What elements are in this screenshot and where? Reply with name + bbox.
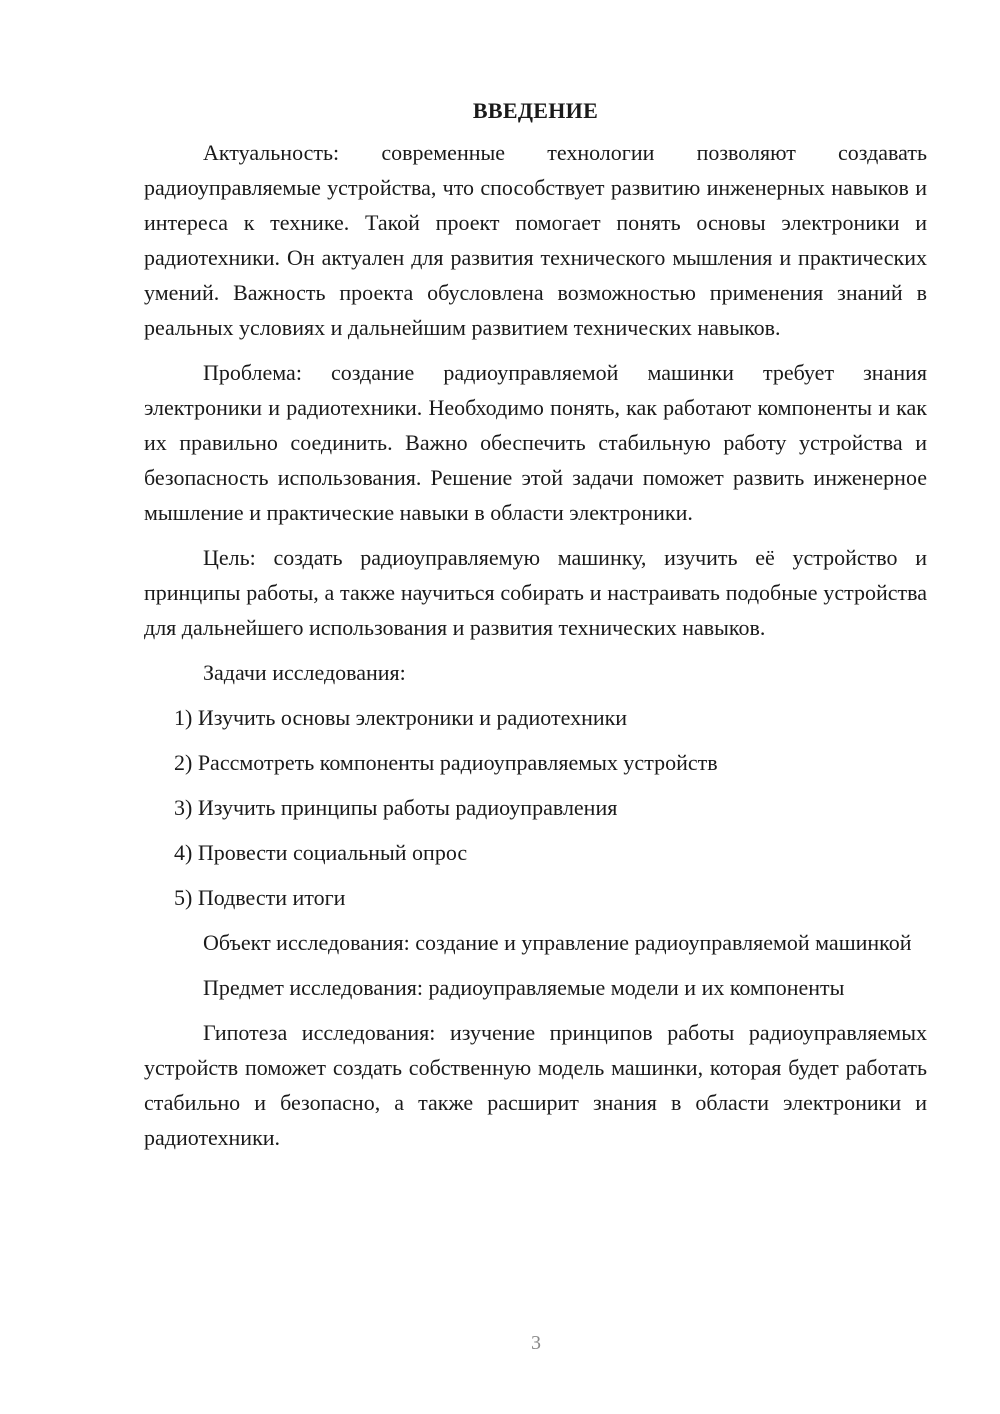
task-item: 3) Изучить принципы работы радиоуправления (174, 795, 618, 820)
task-item: 2) Рассмотреть компоненты радиоуправляемых устройств (174, 750, 718, 775)
task-item: 5) Подвести итоги (174, 885, 346, 910)
section-title: ВВЕДЕНИЕ (472, 98, 599, 123)
tasks-heading: Задачи исследования: (203, 660, 406, 685)
task-item: 1) Изучить основы электроники и радиотехники (174, 705, 628, 730)
goal-paragraph: Цель: создать радиоуправляемую машинку, изучить её устройство и принципы работы, а также научиться собирать и настраивать подобные устройства для дальнейшего использования и развития технических навыков. (144, 545, 927, 640)
tasks-list (144, 700, 927, 915)
subject-paragraph: Предмет исследования: радиоуправляемые модели и их компоненты (203, 975, 845, 1000)
page-number: 3 (531, 1332, 541, 1354)
relevance-paragraph: Актуальность: современные технологии позволяют создавать радиоуправляемые устройства, что способствует развитию инженерных навыков и интереса к технике. Такой проект помогает понять основы электроники и радиотехники. Он актуален для развития технического мышления и практических умений. Важность проекта обусловлена возможностью применения знаний в реальных условиях и дальнейшим развитием технических навыков. (144, 140, 927, 340)
object-paragraph: Объект исследования: создание и управление радиоуправляемой машинкой (203, 930, 912, 955)
page-content (144, 96, 927, 1155)
hypothesis-paragraph: Гипотеза исследования: изучение принципов работы радиоуправляемых устройств поможет создать собственную модель машинки, которая будет работать стабильно и безопасно, а также расширит знания в области электроники и радиотехники. (144, 1020, 927, 1150)
task-item: 4) Провести социальный опрос (174, 840, 468, 865)
problem-paragraph: Проблема: создание радиоуправляемой машинки требует знания электроники и радиотехники. Необходимо понять, как работают компоненты и как их правильно соединить. Важно обеспечить стабильную работу устройства и безопасность использования. Решение этой задачи поможет развить инженерное мышление и практические навыки в области электроники. (144, 360, 927, 525)
